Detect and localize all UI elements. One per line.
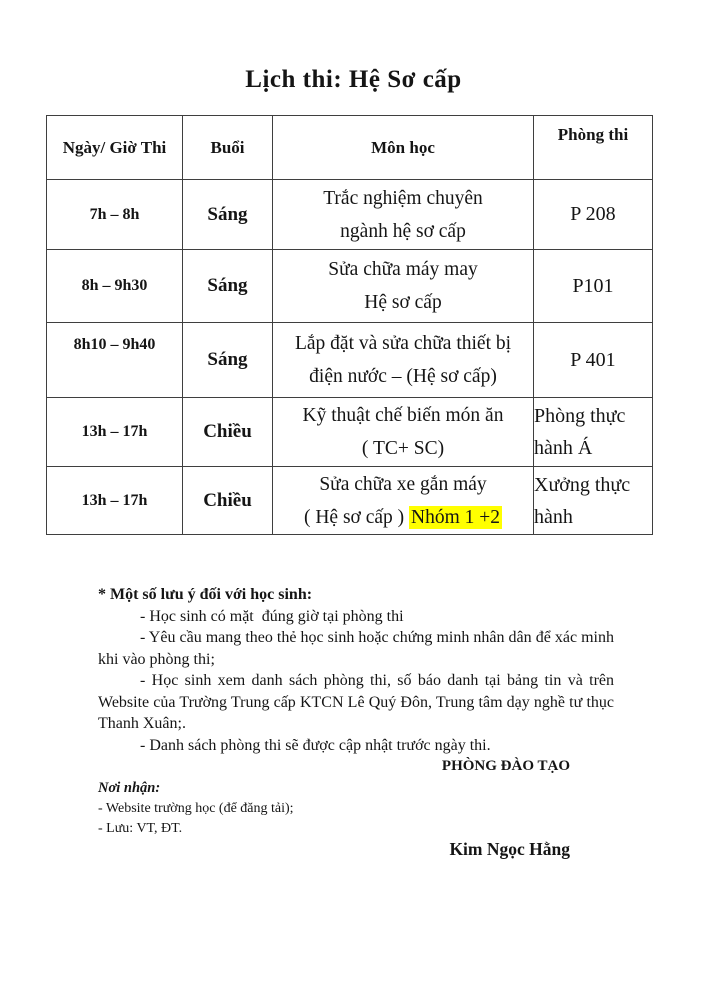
table-row <box>47 467 653 535</box>
column-header-session: Buổi <box>183 116 273 180</box>
note-item: - Học sinh có mặt đúng giờ tại phòng thi <box>140 607 404 625</box>
room-cell <box>534 398 653 467</box>
subject-line: Sửa chữa máy may <box>328 259 478 280</box>
table-row <box>47 250 653 323</box>
page-title: Lịch thi: Hệ Sơ cấp <box>245 66 462 93</box>
subject-cell <box>273 250 534 323</box>
subject-line: ( TC+ SC) <box>361 438 445 459</box>
subject-line: Kỹ thuật chế biến món ăn <box>302 405 504 426</box>
note-item: - Danh sách phòng thi sẽ được cập nhật trước ngày thi. <box>140 736 491 754</box>
time-cell: 8h – 9h30 <box>47 250 183 323</box>
group-highlight: Nhóm 1 +2 <box>411 506 501 528</box>
room-cell: P 401 <box>534 323 653 398</box>
department-label: PHÒNG ĐÀO TẠO <box>441 758 570 774</box>
time-cell: 13h – 17h <box>47 467 183 535</box>
notes-heading: * Một số lưu ý đối với học sinh: <box>98 586 313 603</box>
note-item: - Học sinh xem danh sách phòng thi, số báo danh tại bảng tin và trên Website của Trường Trung cấp KTCN Lê Quý Đôn, Trung tâm dạy nghề tư thục Thanh Xuân;. <box>98 672 614 732</box>
session-cell: Sáng <box>183 323 273 398</box>
subject-line: Lắp đặt và sửa chữa thiết bị <box>294 333 512 354</box>
subject-cell <box>273 323 534 398</box>
room-cell: P 208 <box>534 180 653 250</box>
room-cell: P101 <box>534 250 653 323</box>
column-header-date-time: Ngày/ Giờ Thi <box>47 116 183 180</box>
column-header-room: Phòng thi <box>534 116 653 180</box>
table-row <box>47 180 653 250</box>
exam-schedule-table <box>46 115 653 535</box>
note-item: - Yêu cầu mang theo thẻ học sinh hoặc chứng minh nhân dân để xác minh khi vào phòng thi; <box>98 629 614 668</box>
session-cell: Sáng <box>183 180 273 250</box>
subject-line <box>273 501 533 534</box>
subject-line: ngành hệ sơ cấp <box>340 220 466 242</box>
header-row <box>47 116 653 180</box>
time-cell: 7h – 8h <box>47 180 183 250</box>
recipient-item: - Website trường học (để đăng tải); <box>98 801 294 816</box>
session-cell: Chiều <box>183 467 273 535</box>
session-cell: Sáng <box>183 250 273 323</box>
time-cell: 13h – 17h <box>47 398 183 467</box>
room-line: hành <box>534 505 573 528</box>
room-line: Xưởng thực <box>534 473 631 496</box>
signature-name: Kim Ngọc Hằng <box>449 839 570 859</box>
subject-cell <box>273 398 534 467</box>
subject-text: ( Hệ sơ cấp ) <box>303 506 410 528</box>
subject-line: Hệ sơ cấp <box>364 292 442 313</box>
subject-line: Trắc nghiệm chuyên <box>323 187 483 209</box>
subject-cell <box>273 180 534 250</box>
room-cell <box>534 467 653 535</box>
subject-cell <box>273 467 534 535</box>
subject-line: Sửa chữa xe gắn máy <box>319 473 487 495</box>
recipients-heading: Nơi nhận: <box>98 779 161 796</box>
session-cell: Chiều <box>183 398 273 467</box>
room-line: Phòng thực <box>534 405 626 427</box>
time-cell: 8h10 – 9h40 <box>47 323 183 398</box>
subject-line: điện nước – (Hệ sơ cấp) <box>309 366 497 387</box>
notes-section <box>98 584 614 861</box>
table-row <box>47 398 653 467</box>
column-header-subject: Môn học <box>273 116 534 180</box>
table-row <box>47 323 653 398</box>
recipient-item: - Lưu: VT, ĐT. <box>98 821 183 836</box>
room-line: hành Á <box>534 437 593 459</box>
